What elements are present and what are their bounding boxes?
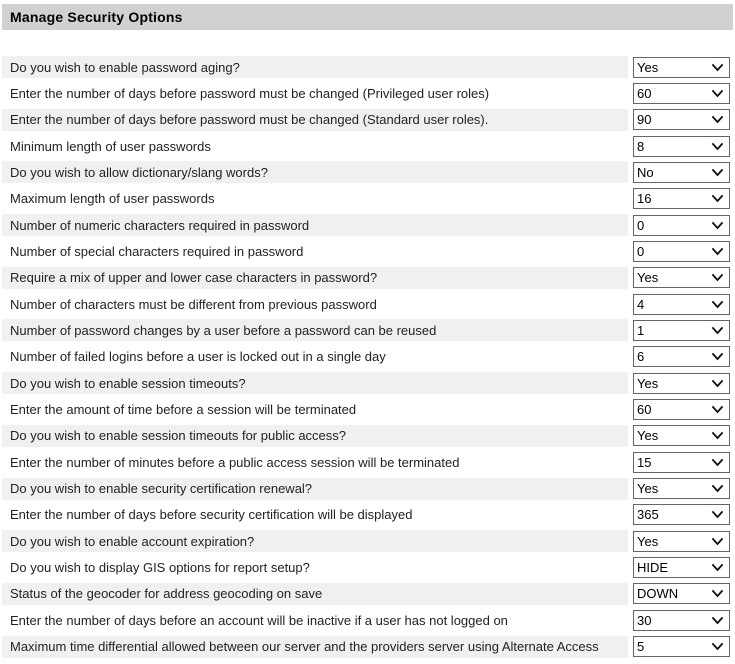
select-value: Yes: [637, 375, 659, 391]
select-value: 16: [637, 191, 652, 207]
option-label: Require a mix of upper and lower case characters in password?: [10, 270, 378, 286]
select-value: 6: [637, 349, 645, 365]
option-row: [2, 425, 733, 447]
option-row: [2, 319, 733, 341]
option-label-cell: [2, 557, 628, 579]
select-value: 0: [637, 243, 645, 259]
select-value: 90: [637, 112, 652, 128]
chevron-down-icon: [711, 247, 724, 256]
chevron-down-icon: [711, 458, 724, 467]
option-row: [2, 478, 733, 500]
option-label: Number of numeric characters required in password: [10, 217, 310, 233]
option-row: [2, 504, 733, 526]
option-label: Do you wish to display GIS options for report setup?: [10, 560, 310, 576]
option-label: Minimum length of user passwords: [10, 138, 211, 154]
option-label-cell: [2, 398, 628, 420]
option-select[interactable]: [633, 636, 730, 657]
option-select[interactable]: [633, 610, 730, 631]
option-select[interactable]: [633, 504, 730, 525]
select-value: 15: [637, 454, 652, 470]
option-row: [2, 161, 733, 183]
select-value: 60: [637, 401, 652, 417]
option-label-cell: [2, 161, 628, 183]
option-row: [2, 240, 733, 262]
option-label: Maximum time differential allowed between our server and the providers server using Alternate Access: [10, 639, 599, 655]
option-row: [2, 398, 733, 420]
chevron-down-icon: [711, 142, 724, 151]
option-row: [2, 557, 733, 579]
option-label-cell: [2, 240, 628, 262]
chevron-down-icon: [711, 63, 724, 72]
option-label: Do you wish to enable session timeouts for public access?: [10, 428, 347, 444]
chevron-down-icon: [711, 326, 724, 335]
select-value: Yes: [637, 59, 659, 75]
option-label-cell: [2, 583, 628, 605]
option-label: Enter the amount of time before a session will be terminated: [10, 401, 357, 417]
option-select[interactable]: [633, 346, 730, 367]
option-row: [2, 451, 733, 473]
option-row: [2, 135, 733, 157]
select-value: DOWN: [637, 586, 679, 602]
option-label-cell: [2, 319, 628, 341]
select-value: No: [637, 164, 654, 180]
select-value: 5: [637, 639, 645, 655]
chevron-down-icon: [711, 194, 724, 203]
option-select[interactable]: [633, 188, 730, 209]
chevron-down-icon: [711, 589, 724, 598]
chevron-down-icon: [711, 273, 724, 282]
option-select[interactable]: [633, 531, 730, 552]
option-select[interactable]: [633, 399, 730, 420]
option-select[interactable]: [633, 267, 730, 288]
option-row: [2, 346, 733, 368]
option-label: Enter the number of days before password must be changed (Standard user roles).: [10, 112, 489, 128]
option-label: Number of password changes by a user before a password can be reused: [10, 322, 437, 338]
select-value: 0: [637, 217, 645, 233]
option-label-cell: [2, 293, 628, 315]
option-row: [2, 82, 733, 104]
option-label-cell: [2, 56, 628, 78]
page-header: [2, 4, 733, 30]
option-select[interactable]: [633, 425, 730, 446]
select-value: 4: [637, 296, 645, 312]
select-value: HIDE: [637, 560, 669, 576]
option-row: [2, 109, 733, 131]
option-select[interactable]: [633, 294, 730, 315]
security-options-list: [2, 56, 733, 662]
option-select[interactable]: [633, 109, 730, 130]
option-row: [2, 293, 733, 315]
chevron-down-icon: [711, 89, 724, 98]
chevron-down-icon: [711, 300, 724, 309]
option-label: Do you wish to enable session timeouts?: [10, 375, 246, 391]
chevron-down-icon: [711, 642, 724, 651]
option-label: Status of the geocoder for address geocoding on save: [10, 586, 323, 602]
option-select[interactable]: [633, 57, 730, 78]
option-label: Do you wish to enable account expiration?: [10, 533, 255, 549]
option-select[interactable]: [633, 83, 730, 104]
option-row: [2, 372, 733, 394]
chevron-down-icon: [711, 537, 724, 546]
option-label-cell: [2, 82, 628, 104]
option-row: [2, 56, 733, 78]
option-label-cell: [2, 346, 628, 368]
option-select[interactable]: [633, 557, 730, 578]
chevron-down-icon: [711, 616, 724, 625]
option-label-cell: [2, 636, 628, 658]
option-label: Enter the number of minutes before a public access session will be terminated: [10, 454, 460, 470]
select-value: Yes: [637, 481, 659, 496]
chevron-down-icon: [711, 510, 724, 519]
chevron-down-icon: [711, 405, 724, 414]
option-label-cell: [2, 504, 628, 526]
select-value: 60: [637, 85, 652, 101]
option-label: Do you wish to enable security certification renewal?: [10, 481, 313, 496]
option-label-cell: [2, 478, 628, 500]
option-row: [2, 609, 733, 631]
option-row: [2, 530, 733, 552]
option-label: Enter the number of days before security certification will be displayed: [10, 507, 413, 523]
option-label-cell: [2, 609, 628, 631]
option-row: [2, 188, 733, 210]
chevron-down-icon: [711, 221, 724, 230]
chevron-down-icon: [711, 484, 724, 493]
option-label-cell: [2, 451, 628, 473]
option-label: Do you wish to allow dictionary/slang words?: [10, 164, 268, 180]
option-select[interactable]: [633, 215, 730, 236]
option-label: Enter the number of days before password must be changed (Privileged user roles): [10, 85, 490, 101]
option-label-cell: [2, 267, 628, 289]
select-value: Yes: [637, 428, 659, 444]
option-select[interactable]: [633, 136, 730, 157]
chevron-down-icon: [711, 115, 724, 124]
select-value: 8: [637, 138, 645, 154]
option-label-cell: [2, 530, 628, 552]
option-label: Enter the number of days before an account will be inactive if a user has not logged on: [10, 612, 508, 628]
option-label: Number of characters must be different from previous password: [10, 296, 377, 312]
option-label: Maximum length of user passwords: [10, 191, 215, 207]
option-select[interactable]: [633, 452, 730, 473]
option-select[interactable]: [633, 241, 730, 262]
option-label-cell: [2, 188, 628, 210]
option-label: Number of failed logins before a user is locked out in a single day: [10, 349, 386, 365]
option-select[interactable]: [633, 583, 730, 604]
option-select[interactable]: [633, 162, 730, 183]
option-label-cell: [2, 109, 628, 131]
option-select[interactable]: [633, 320, 730, 341]
option-row: [2, 636, 733, 658]
option-label-cell: [2, 214, 628, 236]
select-value: Yes: [637, 270, 659, 286]
option-row: [2, 583, 733, 605]
chevron-down-icon: [711, 563, 724, 572]
option-label-cell: [2, 425, 628, 447]
option-select[interactable]: [633, 373, 730, 394]
option-row: [2, 267, 733, 289]
chevron-down-icon: [711, 431, 724, 440]
select-value: 1: [637, 322, 645, 338]
select-value: Yes: [637, 533, 659, 549]
select-value: 365: [637, 507, 659, 523]
page-title: Manage Security Options: [10, 9, 183, 25]
option-select[interactable]: [633, 478, 730, 499]
option-label-cell: [2, 135, 628, 157]
chevron-down-icon: [711, 379, 724, 388]
option-label-cell: [2, 372, 628, 394]
select-value: 30: [637, 612, 652, 628]
option-label: Do you wish to enable password aging?: [10, 59, 240, 75]
option-label: Number of special characters required in password: [10, 243, 304, 259]
chevron-down-icon: [711, 352, 724, 361]
option-row: [2, 214, 733, 236]
chevron-down-icon: [711, 168, 724, 177]
